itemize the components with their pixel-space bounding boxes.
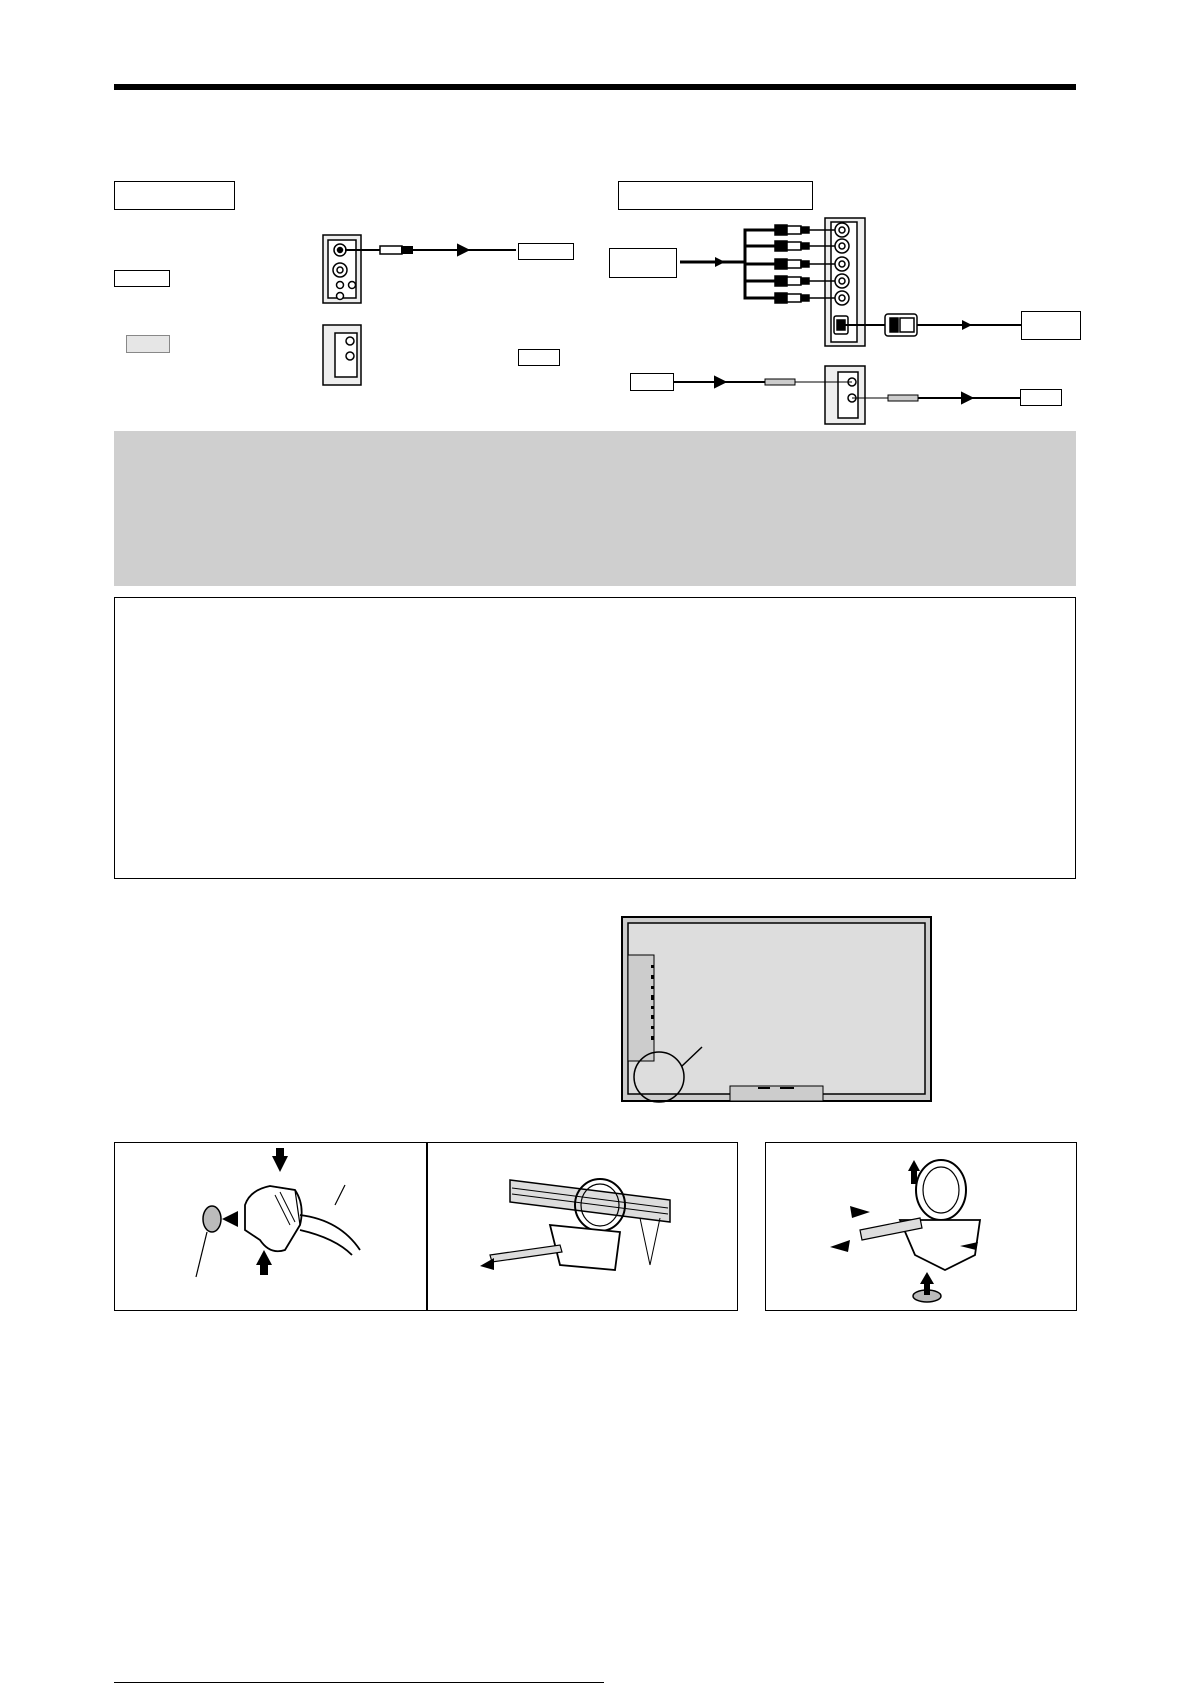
footer-rule bbox=[114, 1682, 604, 1683]
